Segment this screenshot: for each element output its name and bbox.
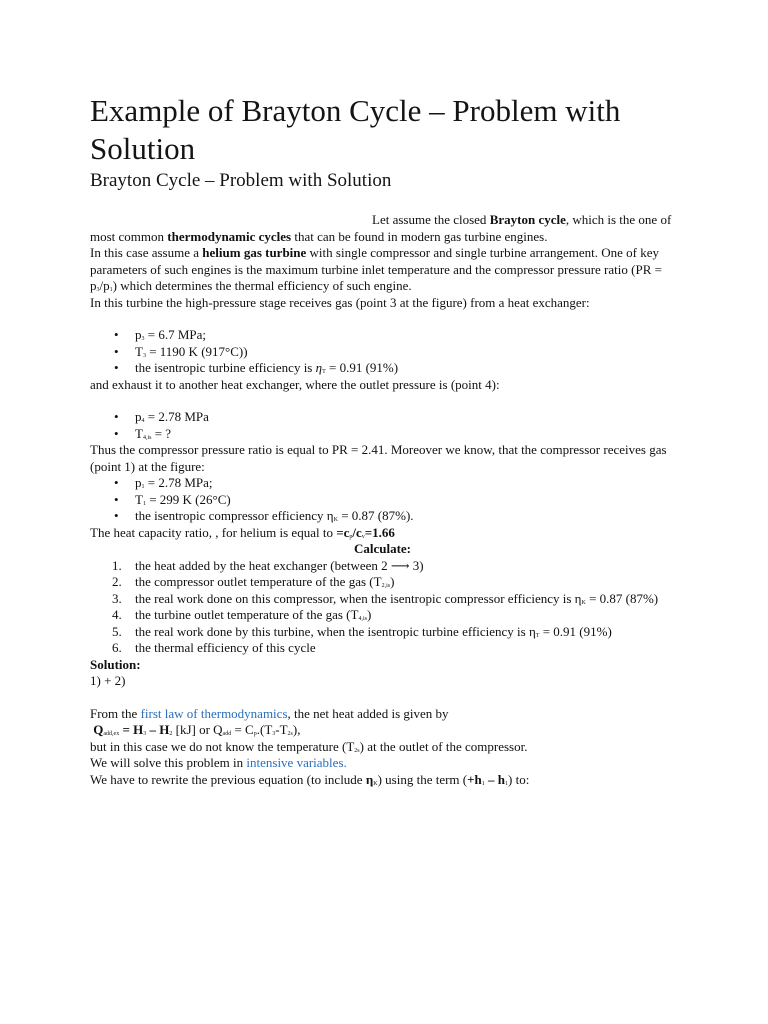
list-item: • $p_3 = 6.7$ MPa; — [90, 327, 675, 344]
calculate-heading: Calculate: — [353, 541, 412, 556]
turbine-inlet-list — [90, 327, 675, 377]
document-body — [90, 212, 675, 788]
list-item: • $p_4 = 2.78$ MPa — [90, 409, 675, 426]
list-item: • $T_3 = 1190$ K (917°C)) — [90, 344, 675, 361]
temperature-paragraph: but in this case we do not know the temperature $(T_{2s})$ at the outlet of the compressor. — [90, 738, 528, 754]
intensive-variables-link[interactable]: intensive variables. — [246, 755, 347, 770]
page-subtitle: Brayton Cycle – Problem with Solution — [90, 170, 392, 191]
intro-paragraph-1: Let assume the closed Brayton cycle, which is the one of most common thermodynamic cycles that can be found in modern gas turbine engines. — [90, 212, 672, 244]
intensive-paragraph: We will solve this problem in intensive variables. — [90, 755, 347, 770]
compressor-inlet-list — [90, 475, 675, 525]
page-title: Example of Brayton Cycle – Problem with Solution — [90, 93, 621, 166]
list-item: 1. the heat added by the heat exchanger (between 2 ⟶ 3) — [112, 557, 424, 573]
intro-paragraph-3: In this turbine the high-pressure stage receives gas (point 3 at the figure) from a heat exchanger: — [90, 294, 590, 310]
first-law-paragraph: From the first law of thermodynamics, the net heat added is given by — [90, 705, 449, 721]
turbine-outlet-list — [90, 409, 675, 442]
list-item: • $T_1 = 299$ K (26°C) — [90, 492, 675, 509]
first-law-link[interactable]: first law of thermodynamics — [140, 705, 288, 721]
heat-equation: $Q_{add,ex} = H_3 - H_2$ [kJ] or $Q_{add} = C_p.(T_3-T_{2s})$, — [93, 722, 301, 737]
list-item: • the isentropic compressor efficiency $\eta_K = 0.87$ (87%). — [90, 508, 675, 525]
heat-capacity-ratio-paragraph: The heat capacity ratio, , for helium is equal to $=c_p/c_v=1.66$ — [90, 524, 395, 540]
rewrite-paragraph: We have to rewrite the previous equation (to include $\eta_K$) using the term $(+h_1 - h_1)$ to: — [90, 771, 530, 787]
list-item: • $p_1 = 2.78$ MPa; — [90, 475, 675, 492]
solution-step: 1) + 2) — [90, 673, 126, 688]
list-item: • $T_{4,is}$ = ? — [90, 426, 675, 443]
list-item: 2. the compressor outlet temperature of the gas $(T_{2,is})$ — [112, 574, 395, 589]
list-item: 4. the turbine outlet temperature of the gas $(T_{4,is})$ — [112, 607, 372, 622]
list-item: 6. the thermal efficiency of this cycle — [112, 640, 316, 655]
solution-heading: Solution: — [90, 656, 141, 672]
intro-paragraph-2: In this case assume a helium gas turbine with single compressor and single turbine arrangement. One of key parameters of such engines is the maximum turbine inlet temperature and the compressor pressure ratio $(PR = p_3/p_1)$ which determines the thermal efficiency of such engine. — [90, 245, 662, 293]
list-item: • the isentropic turbine efficiency is $\eta_T = 0.91$ (91%) — [90, 360, 675, 377]
list-item: 5. the real work done by this turbine, when the isentropic turbine efficiency is $\eta_T = 0.91$ (91%) — [112, 623, 612, 639]
task-list — [90, 558, 675, 657]
list-item: 3. the real work done on this compressor, when the isentropic compressor efficiency is $\eta_K = 0.87$ (87%) — [112, 590, 659, 606]
pressure-ratio-paragraph: Thus the compressor pressure ratio is equal to PR = 2.41. Moreover we know, that the compressor receives gas (point 1) at the figure: — [90, 442, 667, 474]
exhaust-paragraph: and exhaust it to another heat exchanger, where the outlet pressure is (point 4): — [90, 376, 500, 392]
